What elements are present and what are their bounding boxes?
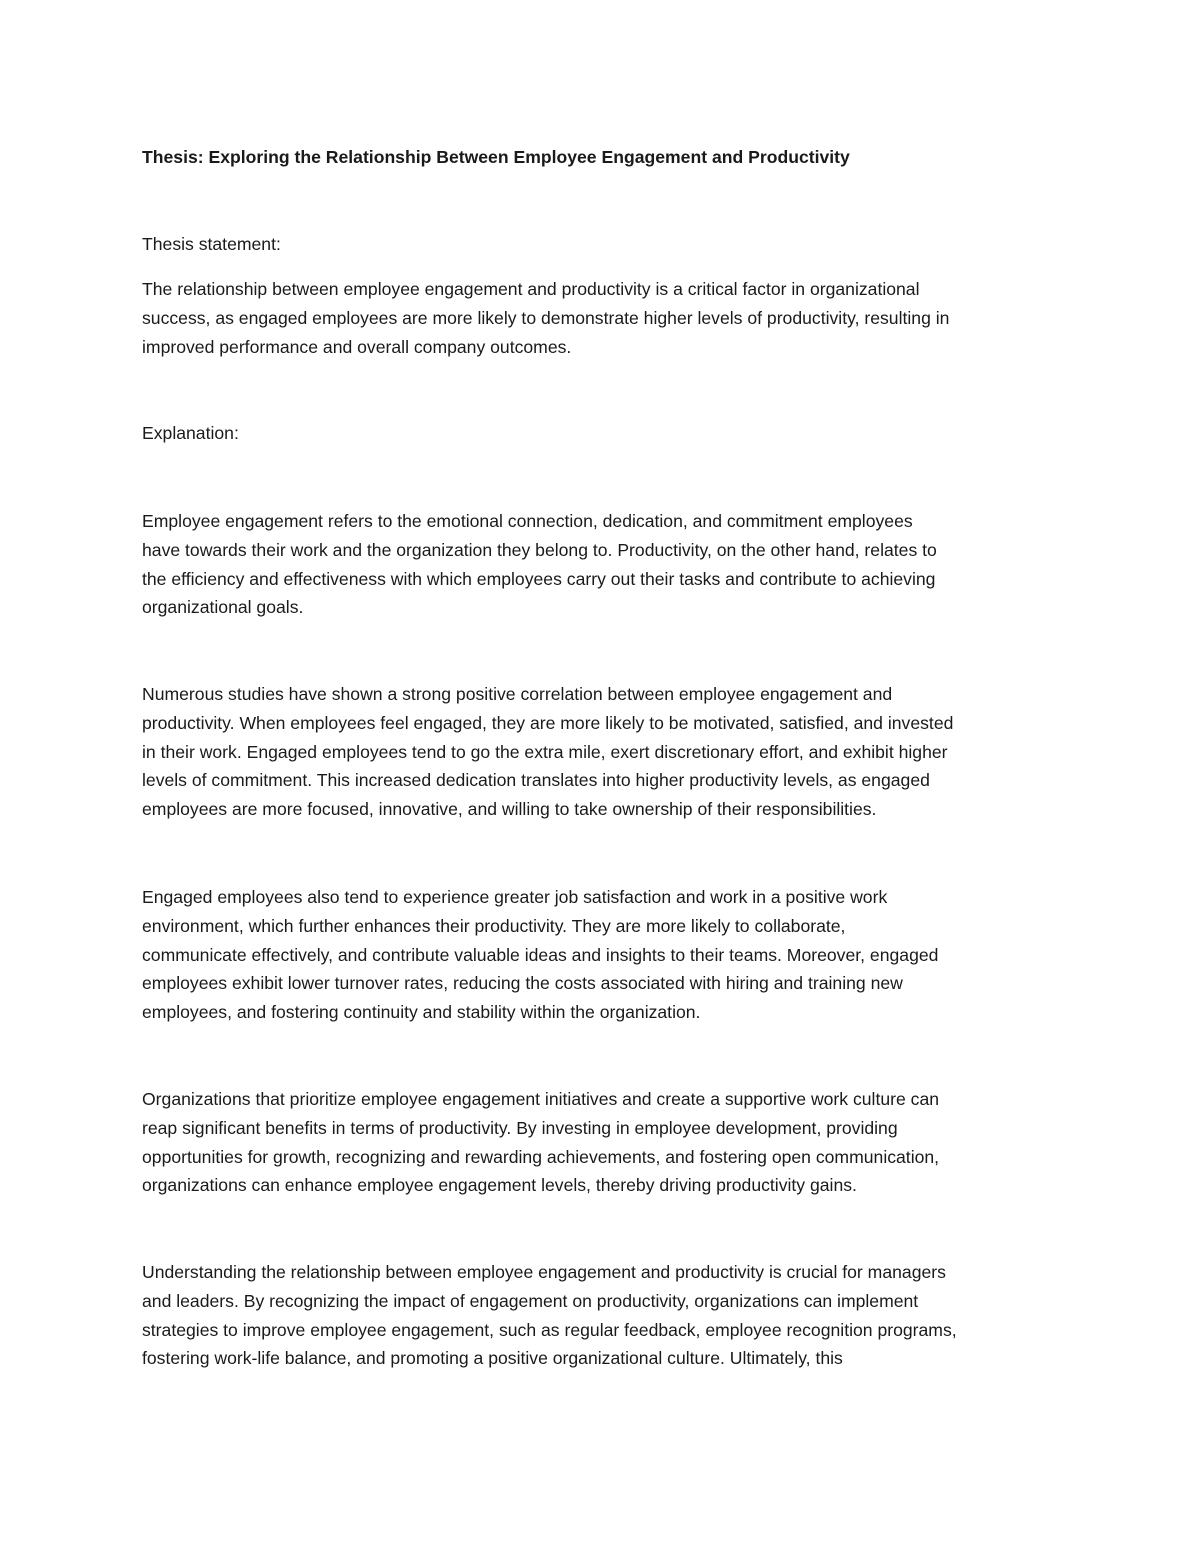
thesis-line: success, as engaged employees are more likely to demonstrate higher levels of productivity, resulting in [142,307,950,328]
paragraph-line: reap significant benefits in terms of productivity. By investing in employee development, providing [142,1117,898,1138]
paragraph-line: Organizations that prioritize employee engagement initiatives and create a supportive work culture can [142,1089,940,1109]
paragraph-line: have towards their work and the organization they belong to. Productivity, on the other hand, relates to [142,539,937,560]
paragraph-4 [142,1085,939,1200]
paragraph-1 [142,507,937,622]
paragraph-line: opportunities for growth, recognizing and rewarding achievements, and fostering open communication, [142,1146,940,1167]
thesis-heading: Thesis statement: [142,234,281,254]
paragraph-line: employees exhibit lower turnover rates, reducing the costs associated with hiring and training new [142,973,903,994]
paragraph-2 [142,680,953,824]
paragraph-line: Employee engagement refers to the emotional connection, dedication, and commitment employees [142,511,913,531]
paragraph-line: environment, which further enhances their productivity. They are more likely to collaborate, [142,915,846,936]
paragraph-line: and leaders. By recognizing the impact of engagement on productivity, organizations can implement [142,1290,919,1311]
paragraph-line: communicate effectively, and contribute valuable ideas and insights to their teams. Moreover, engaged [142,944,939,965]
paragraph-line: levels of commitment. This increased dedication translates into higher productivity levels, as engaged [142,770,930,791]
thesis-line: improved performance and overall company outcomes. [142,336,572,357]
paragraph-line: employees, and fostering continuity and stability within the organization. [142,1002,701,1023]
paragraph-line: in their work. Engaged employees tend to go the extra mile, exert discretionary effort, and exhibit higher [142,741,948,762]
paragraph-3 [142,883,938,1027]
paragraph-line: Engaged employees also tend to experience greater job satisfaction and work in a positive work [142,887,888,907]
paragraph-line: organizational goals. [142,597,304,618]
thesis-line: The relationship between employee engagement and productivity is a critical factor in organizational [142,279,920,299]
paragraph-line: organizations can enhance employee engagement levels, thereby driving productivity gains. [142,1175,857,1196]
document-title: Thesis: Exploring the Relationship Between Employee Engagement and Productivity [142,147,850,167]
paragraph-line: productivity. When employees feel engaged, they are more likely to be motivated, satisfied, and invested [142,712,954,733]
thesis-statement [142,275,949,361]
paragraph-line: the efficiency and effectiveness with which employees carry out their tasks and contribute to achieving [142,568,936,589]
paragraph-line: strategies to improve employee engagement, such as regular feedback, employee recognition programs, [142,1319,957,1340]
paragraph-line: employees are more focused, innovative, and willing to take ownership of their responsibilities. [142,799,877,820]
paragraph-5 [142,1258,957,1373]
explanation-heading: Explanation: [142,423,239,443]
paragraph-line: Numerous studies have shown a strong positive correlation between employee engagement and [142,684,893,704]
paragraph-line: fostering work-life balance, and promoting a positive organizational culture. Ultimately, this [142,1348,843,1369]
paragraph-line: Understanding the relationship between employee engagement and productivity is crucial for managers [142,1262,946,1282]
